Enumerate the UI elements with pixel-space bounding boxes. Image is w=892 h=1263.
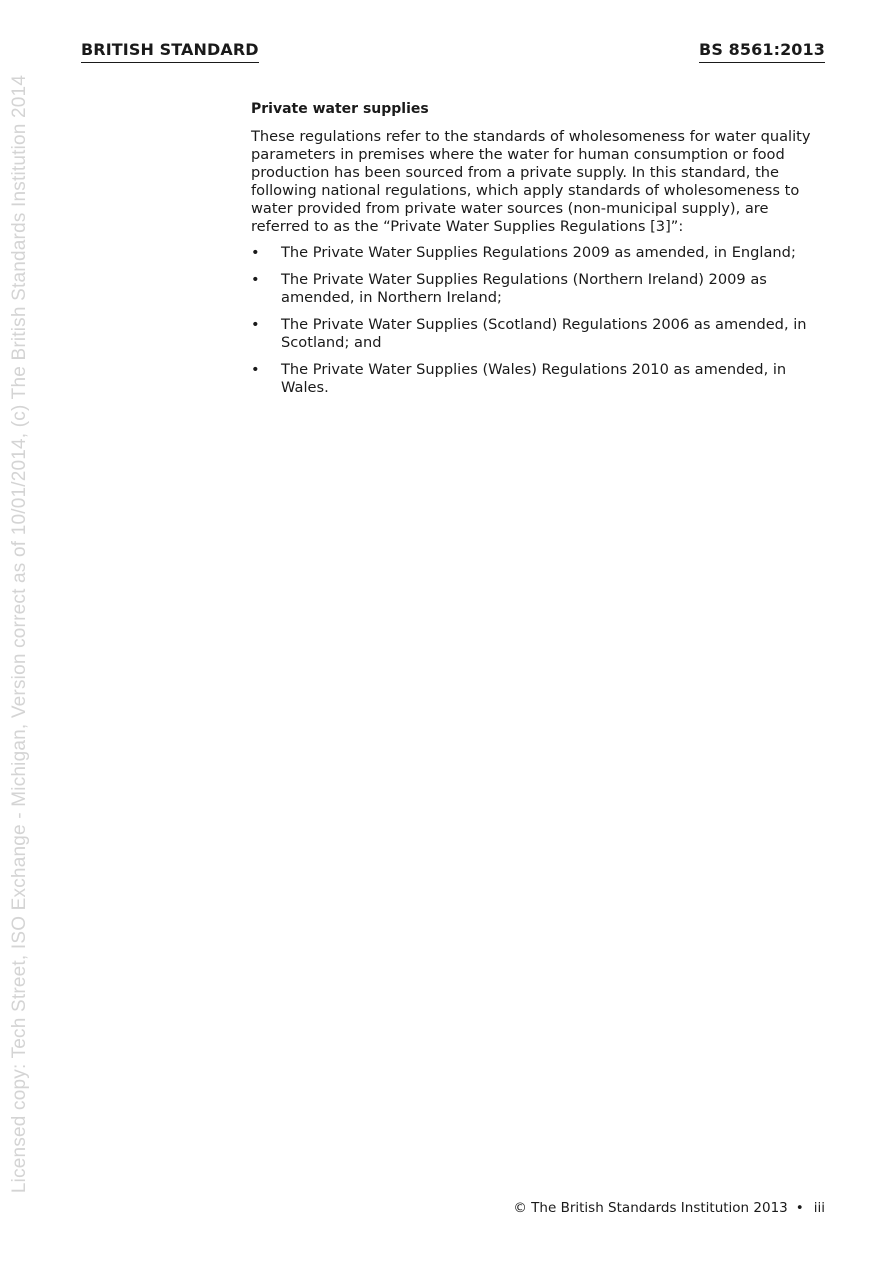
bullet-icon: • [251, 271, 260, 288]
watermark-strip [0, 0, 40, 1263]
list-item [251, 316, 831, 352]
list-item [251, 244, 831, 262]
bullet-icon: • [251, 361, 260, 378]
list-item-text: The Private Water Supplies Regulations (Northern Ireland) 2009 as amended, in Northern Ireland; [281, 271, 767, 306]
footer-copyright: © The British Standards Institution 2013 [513, 1200, 788, 1216]
page-footer [513, 1199, 825, 1217]
main-content [251, 99, 831, 406]
header-standard-number: BS 8561:2013 [699, 40, 825, 63]
list-item-text: The Private Water Supplies Regulations 2009 as amended, in England; [281, 244, 796, 261]
list-item [251, 361, 831, 397]
license-watermark: Licensed copy: Tech Street, ISO Exchange - Michigan, Version correct as of 10/01/2014, (c) The British Standards Institution 2014 [9, 74, 30, 1194]
page-number: iii [813, 1200, 825, 1216]
bullet-icon: • [251, 316, 260, 333]
intro-paragraph: These regulations refer to the standards of wholesomeness for water quality parameters in premises where the water for human consumption or food production has been sourced from a private supply. In this standard, the following national regulations, which apply standards of wholesomeness to water provided from private water sources (non-municipal supply), are referred to as the “Private Water Supplies Regulations [3]”: [251, 128, 811, 235]
list-item [251, 271, 831, 307]
footer-separator-icon: • [795, 1200, 804, 1216]
list-item-text: The Private Water Supplies (Scotland) Regulations 2006 as amended, in Scotland; and [281, 316, 807, 351]
regulations-list [251, 244, 831, 397]
list-item-text: The Private Water Supplies (Wales) Regulations 2010 as amended, in Wales. [281, 361, 787, 396]
bullet-icon: • [251, 244, 260, 261]
section-heading: Private water supplies [251, 101, 429, 117]
header-standard-label: BRITISH STANDARD [81, 40, 259, 63]
